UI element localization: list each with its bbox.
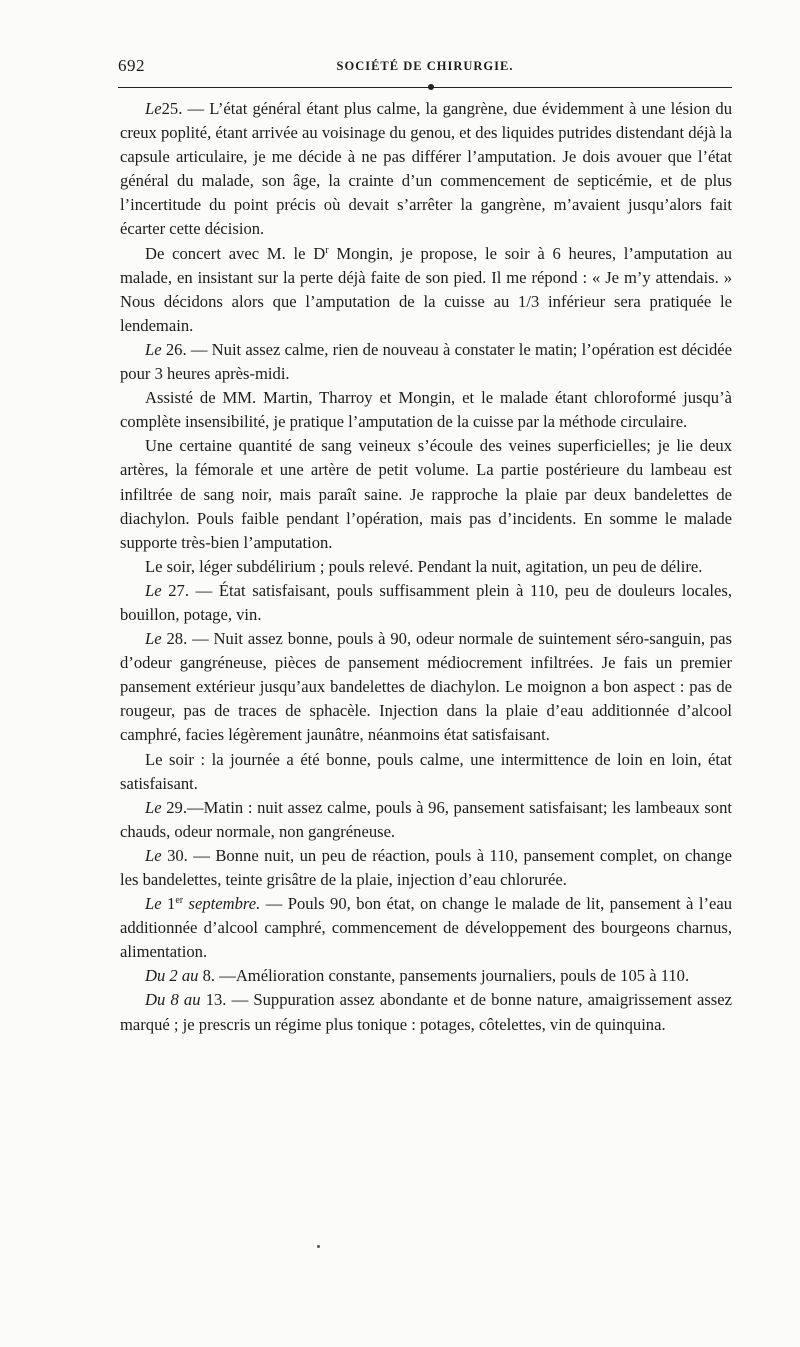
paragraph-text: Mongin, je propose, le soir à 6 heures, l’amputation au malade, en insistant sur la perte déjà faite de son pied. Il me répond : « Je m’y attendais. » Nous décidons alors que l’amputation de la cuisse au 1/3 inférieur sera pratiquée le lendemain. — [120, 243, 732, 335]
paragraph-sang-veineux — [120, 434, 732, 554]
header-rule — [118, 87, 732, 88]
paragraph-text: — Nuit assez bonne, pouls à 90, odeur normale de suintement séro-sanguin, pas d’odeur gangréneuse, pièces de pansement médiocrement infiltrées. Je fais un premier pansement extérieur jusqu’aux bandelettes de diachylon. Le moignon a bon aspect : pas de rougeur, pas de traces de sphacèle. Injection dans la plaie d’eau additionnée d’alcool camphré, facies légèrement jaunâtre, néanmoins état satisfaisant. — [120, 629, 732, 745]
print-speck — [317, 1245, 320, 1248]
paragraph-le-soir-2 — [120, 748, 732, 796]
body-text — [120, 97, 732, 1037]
paragraph-de-concert — [120, 242, 732, 338]
paragraph-le-25 — [120, 97, 732, 242]
paragraph-text: Une certaine quantité de sang veineux s’écoule des veines superficielles; je lie deux artères, la fémorale et une artère de petit volume. La partie postérieure du lambeau est infiltrée de sang noir, mais paraît saine. Je rapproche la plaie par deux bandelettes de diachylon. Pouls faible pendant l’opération, mais pas d’incidents. En somme le malade supporte très-bien l’amputation. — [120, 436, 732, 552]
date-lead: Du 8 au — [145, 990, 201, 1010]
paragraph-1er-septembre — [120, 892, 732, 964]
paragraph-le-30 — [120, 844, 732, 892]
date-month: septembre. — [188, 894, 261, 914]
paragraph-le-26 — [120, 338, 732, 386]
superscript: r — [325, 244, 329, 256]
page-number: 692 — [118, 56, 145, 75]
page-header — [118, 56, 732, 80]
paragraph-text: — État satisfaisant, pouls suffisamment plein à 110, peu de douleurs locales, bouillon, potage, vin. — [120, 580, 732, 624]
paragraph-text: —Matin : nuit assez calme, pouls à 96, pansement satisfaisant; les lambeaux sont chauds, odeur normale, non gangréneuse. — [120, 797, 732, 841]
date-number: 8. — [202, 966, 216, 986]
paragraph-le-soir-1 — [120, 555, 732, 579]
paragraph-text: — Nuit assez calme, rien de nouveau à constater le matin; l’opération est décidée pour 3 heures après-midi. — [120, 339, 732, 384]
date-number: 27. — [168, 580, 189, 600]
paragraph-assiste — [120, 386, 732, 434]
date-number: 26. — [165, 339, 187, 359]
header-rule-ornament — [428, 84, 434, 90]
date-lead: Du 2 au — [145, 966, 199, 986]
date-number: 30. — [167, 845, 188, 865]
date-number: 28. — [166, 629, 188, 649]
date-number: 29. — [166, 797, 187, 817]
paragraph-text: Le soir : la journée a été bonne, pouls calme, une intermittence de loin en loin, état satisfaisant. — [120, 749, 732, 793]
date-number: 1 — [167, 894, 176, 914]
paragraph-du-8-au-13 — [120, 988, 732, 1036]
date-lead: Le — [145, 629, 162, 649]
paragraph-text: —Amélioration constante, pansements journaliers, pouls de 105 à 110. — [215, 966, 690, 986]
date-number: 25. — [161, 99, 183, 118]
paragraph-text: Le soir, léger subdélirium ; pouls relevé. Pendant la nuit, agitation, un peu de délire. — [145, 556, 703, 576]
paragraph-text: Assisté de MM. Martin, Tharroy et Mongin, et le malade étant chloroformé jusqu’à complète insensibilité, je pratique l’amputation de la cuisse par la méthode circulaire. — [120, 388, 732, 432]
date-lead: Le — [145, 845, 162, 865]
paragraph-text: — Pouls 90, bon état, on change le malade de lit, pansement à l’eau additionnée d’alcool camphré, commencement de développement des bourgeons charnus, alimentation. — [120, 894, 733, 962]
paragraph-le-27 — [120, 579, 732, 627]
date-lead: Le — [145, 339, 162, 359]
running-title: SOCIÉTÉ DE CHIRURGIE. — [336, 59, 514, 73]
date-lead: Le — [145, 894, 162, 914]
paragraph-le-28 — [120, 627, 732, 747]
superscript: er — [175, 895, 184, 907]
paragraph-le-29 — [120, 796, 732, 844]
paragraph-du-2-au-8 — [120, 964, 732, 988]
paragraph-text: De concert avec M. le D — [145, 243, 326, 263]
paragraph-text: — Suppuration assez abondante et de bonne nature, amaigrissement assez marqué ; je prescris un régime plus tonique : potages, côtelettes, vin de quinquina. — [120, 990, 732, 1034]
date-lead: Le — [145, 580, 162, 600]
date-number: 13. — [205, 990, 227, 1010]
paragraph-text: — Bonne nuit, un peu de réaction, pouls à 110, pansement complet, on change les bandelettes, teinte grisâtre de la plaie, injection d’eau chlorurée. — [120, 845, 732, 889]
paragraph-text: — L’état général étant plus calme, la gangrène, due évidemment à une lésion du creux poplité, étant arrivée au voisinage du genou, et des liquides putrides distendant déjà la capsule articulaire, je me décide à ne pas différer l’amputation. Je dois avouer que l’état général du malade, son âge, la crainte d’un commencement de septicémie, et de plus l’incertitude du point précis où devait s’arrêter la gangrène, m’avaient jusqu’alors fait écarter cette décision. — [120, 99, 732, 239]
date-lead: Le — [145, 99, 162, 118]
date-lead: Le — [145, 797, 162, 817]
